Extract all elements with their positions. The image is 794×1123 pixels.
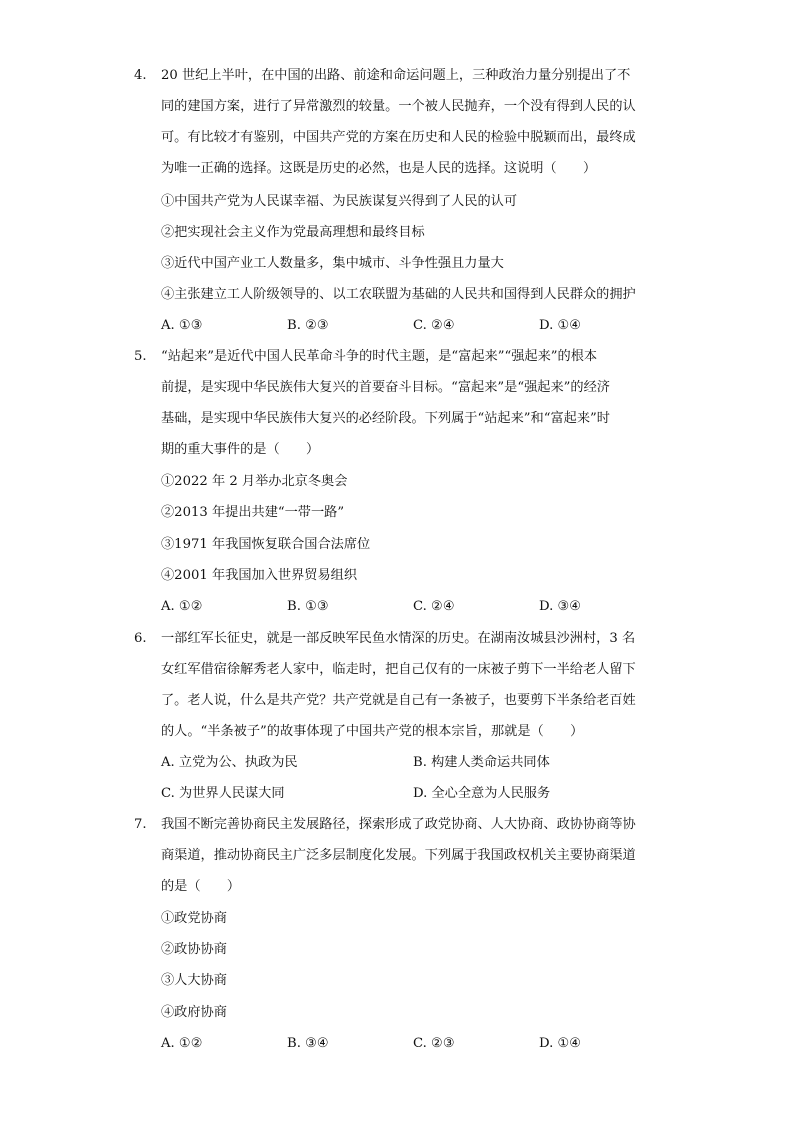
- statement-item: ②政协协商: [161, 942, 227, 957]
- option-d[interactable]: D. ①④: [539, 318, 582, 333]
- question-stem-line: 可。有比较才有鉴别，中国共产党的方案在历史和人民的检验中脱颖而出，最终成: [161, 130, 636, 145]
- option-d[interactable]: D. ①④: [539, 1036, 582, 1051]
- option-d[interactable]: D. ③④: [539, 599, 582, 614]
- question-stem-line: 我国不断完善协商民主发展路径，探索形成了政党协商、人大协商、政协协商等协: [161, 817, 636, 832]
- question-stem-line: 女红军借宿徐解秀老人家中，临走时，把自己仅有的一床被子剪下一半给老人留下: [161, 662, 636, 677]
- option-c[interactable]: C. 为世界人民谋大同: [161, 786, 285, 801]
- question-stem-line: 商渠道，推动协商民主广泛多层制度化发展。下列属于我国政权机关主要协商渠道: [161, 848, 636, 863]
- statement-item: ③近代中国产业工人数量多，集中城市、斗争性强且力量大: [161, 256, 504, 271]
- question-stem-line: 基础，是实现中华民族伟大复兴的必经阶段。下列属于“站起来”和“富起来”时: [161, 411, 610, 426]
- statement-item: ④政府协商: [161, 1005, 227, 1020]
- question-stem-line: 一部红军长征史，就是一部反映军民鱼水情深的历史。在湖南汝城县沙洲村，3 名: [161, 631, 636, 646]
- question-stem-line: 同的建国方案，进行了异常激烈的较量。一个被人民抛弃，一个没有得到人民的认: [161, 99, 636, 114]
- question-stem-line: “站起来”是近代中国人民革命斗争的时代主题，是“富起来”“强起来”的根本: [161, 349, 598, 364]
- statement-item: ①政党协商: [161, 911, 227, 926]
- statement-item: ①2022 年 2 月举办北京冬奥会: [161, 474, 348, 489]
- statement-item: ②2013 年提出共建“一带一路”: [161, 505, 345, 520]
- option-b[interactable]: B. ②③: [287, 318, 329, 333]
- option-c[interactable]: C. ②③: [413, 1036, 455, 1051]
- question-number: 4.: [134, 68, 147, 83]
- question-stem-line: 为唯一正确的选择。这既是历史的必然，也是人民的选择。这说明（ ）: [161, 161, 597, 176]
- statement-item: ③人大协商: [161, 973, 227, 988]
- question-number: 7.: [134, 817, 147, 832]
- question-stem-line: 期的重大事件的是（ ）: [161, 442, 320, 457]
- question-stem-line: 的人。“半条被子”的故事体现了中国共产党的根本宗旨，那就是（ ）: [161, 724, 584, 739]
- option-b[interactable]: B. ③④: [287, 1036, 329, 1051]
- question-stem-line: 20 世纪上半叶，在中国的出路、前途和命运问题上，三种政治力量分别提出了不: [161, 68, 631, 83]
- question-number: 5.: [134, 349, 147, 364]
- option-b[interactable]: B. ①③: [287, 599, 329, 614]
- option-d[interactable]: D. 全心全意为人民服务: [413, 786, 551, 801]
- option-a[interactable]: A. ①②: [161, 599, 203, 614]
- option-a[interactable]: A. ①②: [161, 1036, 203, 1051]
- question-stem-line: 前提，是实现中华民族伟大复兴的首要奋斗目标。“富起来”是“强起来”的经济: [161, 380, 610, 395]
- question-stem-line: 的是（ ）: [161, 879, 241, 894]
- statement-item: ④2001 年我国加入世界贸易组织: [161, 568, 358, 583]
- statement-item: ③1971 年我国恢复联合国合法席位: [161, 537, 371, 552]
- option-c[interactable]: C. ②④: [413, 599, 455, 614]
- statement-item: ②把实现社会主义作为党最高理想和最终目标: [161, 225, 425, 240]
- option-a[interactable]: A. 立党为公、执政为民: [161, 755, 298, 770]
- option-a[interactable]: A. ①③: [161, 318, 203, 333]
- question-stem-line: 了。老人说，什么是共产党？共产党就是自己有一条被子，也要剪下半条给老百姓: [161, 693, 636, 708]
- statement-item: ①中国共产党为人民谋幸福、为民族谋复兴得到了人民的认可: [161, 194, 518, 209]
- option-c[interactable]: C. ②④: [413, 318, 455, 333]
- option-b[interactable]: B. 构建人类命运共同体: [413, 755, 550, 770]
- question-number: 6.: [134, 631, 147, 646]
- statement-item: ④主张建立工人阶级领导的、以工农联盟为基础的人民共和国得到人民群众的拥护: [161, 287, 636, 302]
